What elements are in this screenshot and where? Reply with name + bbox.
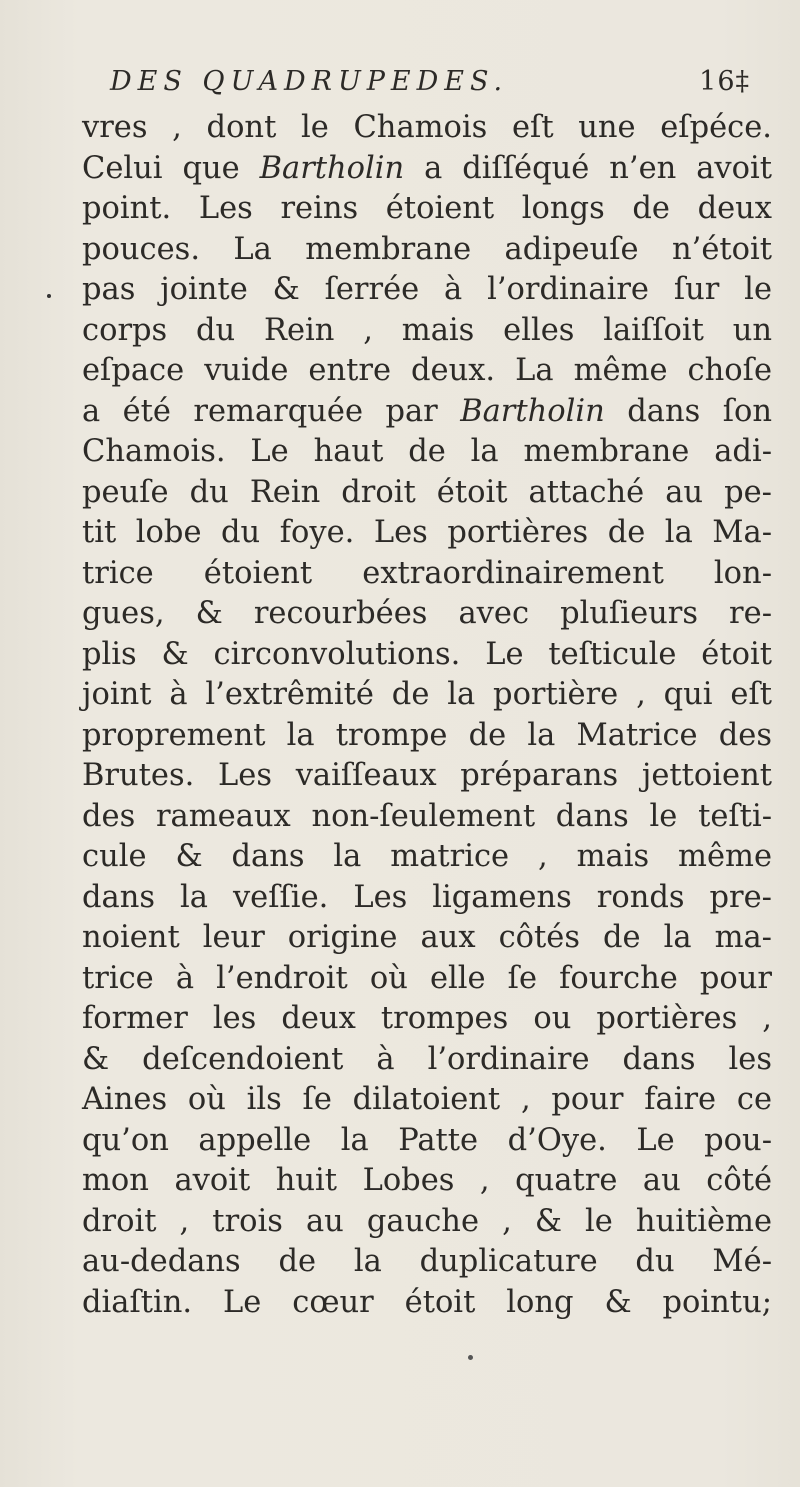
text-line: tit lobe du foye. Les portières de la Ma-	[82, 515, 772, 550]
text-line: des rameaux non-ſeulement dans le teſti-	[82, 798, 772, 834]
text-line: pas jointe & ſerrée à l’ordinaire ſur le	[82, 272, 772, 307]
running-title: DES QUADRUPEDES.	[110, 66, 509, 97]
text-line: droit , trois au gauche , & le huitième	[82, 1203, 772, 1239]
text-line: & deſcendoient à l’ordinaire dans les	[82, 1041, 772, 1077]
running-header	[110, 66, 750, 106]
text-line: Chamois. Le haut de la membrane adi-	[82, 434, 772, 469]
text-line: gues, & recourbées avec pluſieurs re-	[82, 596, 772, 631]
text-line: Brutes. Les vaiſſeaux préparans jettoient	[82, 758, 772, 793]
text-line: vres , dont le Chamois eſt une eſpéce.	[82, 110, 772, 145]
text-line: diaſtin. Le cœur étoit long & pointu;	[82, 1284, 772, 1320]
body-text	[82, 108, 772, 1323]
text-line: mon avoit huit Lobes , quatre au côté	[82, 1163, 772, 1198]
text-line: point. Les reins étoient longs de deux	[82, 191, 772, 226]
text-line: joint à l’extrêmité de la portière , qui eſt	[82, 677, 772, 712]
text-line: dans la veſſie. Les ligamens ronds pre-	[82, 879, 772, 915]
name-bartholin: Bartholin	[460, 393, 605, 429]
text-line: a été remarquée par Bartholin dans ſon	[82, 393, 772, 429]
name-bartholin: Bartholin	[259, 150, 405, 186]
text-line: Celui que Bartholin a diſſéqué n’en avoit	[82, 150, 772, 186]
text-line: corps du Rein , mais elles laiſſoit un	[82, 312, 772, 348]
text-line: trice à l’endroit où elle ſe fourche pour	[82, 960, 772, 996]
page-number: 16‡	[699, 66, 750, 97]
text-line: proprement la trompe de la Matrice des	[82, 717, 772, 753]
margin-mark	[47, 294, 51, 298]
text-line: Aines où ils ſe dilatoient , pour faire ce	[82, 1082, 772, 1117]
text-line: au-dedans de la duplicature du Mé-	[82, 1244, 772, 1279]
text-line: eſpace vuide entre deux. La même choſe	[82, 353, 772, 388]
text-line: trice étoient extraordinairement lon-	[82, 555, 772, 591]
text-line: qu’on appelle la Patte d’Oye. Le pou-	[82, 1122, 772, 1158]
text-line: pouces. La membrane adipeuſe n’étoit	[82, 231, 772, 267]
text-line: former les deux trompes ou portières ,	[82, 1001, 772, 1036]
text-line: cule & dans la matrice , mais même	[82, 839, 772, 874]
text-line: peuſe du Rein droit étoit attaché au pe-	[82, 474, 772, 510]
text-line: noient leur origine aux côtés de la ma-	[82, 920, 772, 955]
paper-speck	[468, 1355, 473, 1360]
text-line: plis & circonvolutions. Le teſticule étoit	[82, 636, 772, 672]
